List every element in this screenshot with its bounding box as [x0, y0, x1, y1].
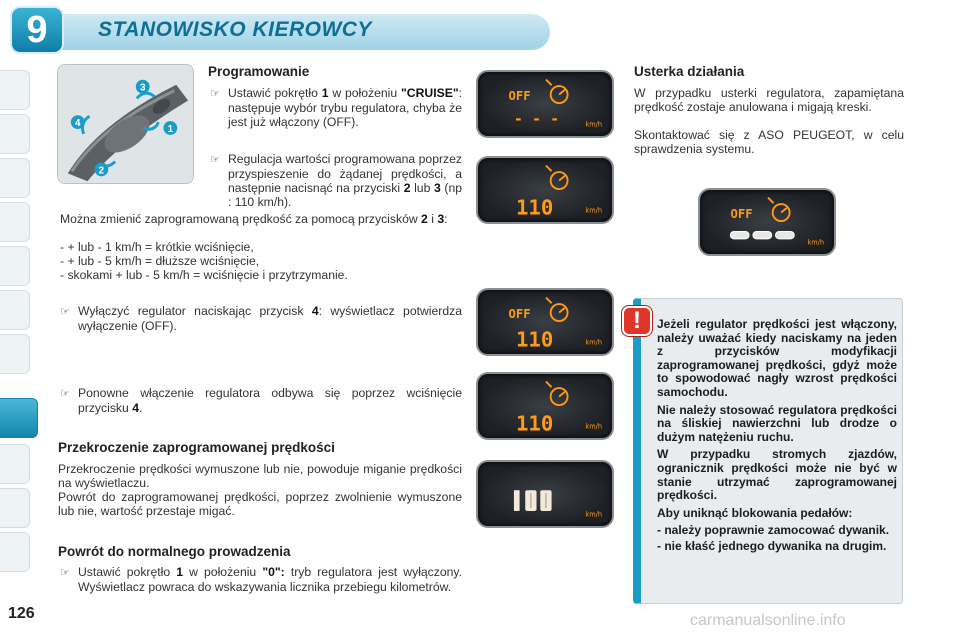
chapter-tab[interactable] [0, 158, 30, 198]
display-fault [698, 188, 836, 256]
display-speed: 110 [515, 411, 554, 436]
warning-list-item: - należy poprawnie zamocować dywanik. [657, 523, 890, 538]
hand-pointer-icon: ☞ [60, 387, 70, 400]
display-unit: km/h [585, 422, 603, 431]
warning-paragraph: Jeżeli regulator prędkości jest włączony, należy uważać kiedy naciskamy na jeden z przycisków modyfikacji zaprogramowanej prędkości, gdyż może to spowodować nagły wzrost prędkości samochodu. [657, 317, 897, 399]
cruise-control-icon [546, 382, 568, 406]
cruise-control-icon [768, 198, 790, 222]
cruise-stalk-photo [57, 64, 194, 184]
display-unit: km/h [807, 238, 825, 247]
chapter-tab[interactable] [0, 290, 30, 330]
section-title-programming: Programowanie [208, 64, 310, 79]
bullet-switch-on: ☞ Ponowne włączenie regulatora odbywa się poprzez wciśnięcie przycisku 4. [60, 386, 462, 415]
chapter-tab[interactable] [0, 70, 30, 110]
bullet-set-cruise: ☞ Ustawić pokrętło 1 w położeniu "CRUISE": następuje wybór trybu regulatora, chyba że jest już włączony (OFF). [210, 86, 463, 129]
hand-pointer-icon: ☞ [210, 153, 220, 166]
display-unit: km/h [585, 510, 603, 519]
warning-text [657, 318, 897, 556]
chapter-tab[interactable] [0, 532, 30, 572]
list-item: - + lub - 5 km/h = dłuższe wciśnięcie, [60, 254, 260, 268]
warning-paragraph: Nie należy stosować regulatora prędkości na śliskiej nawierzchni lub drodze o dużym natężeniu ruchu. [657, 402, 897, 444]
bullet-normal-driving: ☞ Ustawić pokrętło 1 w położeniu "0": tryb regulatora jest wyłączony. Wyświetlacz powraca do wskazywania licznika przebiegu kilometrów. [60, 565, 462, 594]
exceed-text-1: Przekroczenie prędkości wymuszone lub nie, powoduje miganie prędkości na wyświetlaczu. [58, 462, 462, 490]
display-unit: km/h [585, 206, 603, 215]
display-dashes: - - - [513, 109, 560, 128]
photo-label-3: 3 [139, 82, 146, 94]
photo-label-4: 4 [74, 118, 81, 130]
chapter-tab[interactable] [0, 114, 30, 154]
list-item: - + lub - 1 km/h = krótkie wciśnięcie, [60, 240, 254, 254]
change-speed-text: Można zmienić zaprogramowaną prędkość za pomocą przycisków 2 i 3: [60, 212, 448, 226]
display-110 [476, 156, 614, 224]
list-item: - skokami + lub - 5 km/h = wciśnięcie i przytrzymanie. [60, 268, 348, 282]
display-odometer [476, 460, 614, 528]
cruise-stalk-illustration [58, 65, 193, 183]
display-off-dashes [476, 70, 614, 138]
chapter-tab[interactable] [0, 334, 30, 374]
photo-label-2: 2 [98, 165, 105, 177]
display-unit: km/h [585, 120, 603, 129]
chapter-tab[interactable] [0, 246, 30, 286]
odometer-digits [478, 462, 612, 526]
chapter-tab[interactable] [0, 202, 30, 242]
display-off-label: OFF [730, 207, 753, 222]
display-110-reactivated [476, 372, 614, 440]
section-title-exceed: Przekroczenie zaprogramowanej prędkości [58, 440, 335, 455]
section-title-normal: Powrót do normalnego prowadzenia [58, 544, 291, 559]
fault-text-2: Skontaktować się z ASO PEUGEOT, w celu sprawdzenia systemu. [634, 128, 904, 156]
fault-text-1: W przypadku usterki regulatora, zapamiętana prędkość zostaje anulowana i migają kreski. [634, 86, 904, 114]
cruise-control-icon [546, 298, 568, 322]
bullet-switch-off: ☞ Wyłączyć regulator naciskając przycisk 4: wyświetlacz potwierdza wyłączenie (OFF). [60, 304, 462, 333]
warning-icon: ! [622, 306, 652, 336]
cruise-control-icon [546, 80, 568, 104]
warning-paragraph: Aby uniknąć blokowania pedałów: [657, 505, 853, 520]
display-off-label: OFF [508, 307, 531, 322]
display-unit: km/h [585, 338, 603, 347]
page-number: 126 [8, 605, 35, 622]
chapter-number: 9 [10, 6, 64, 54]
warning-paragraph: W przypadku stromych zjazdów, ogranicznik prędkości może nie być w stanie utrzymać zaprogramowanej prędkości. [657, 447, 897, 503]
hand-pointer-icon: ☞ [210, 87, 220, 100]
display-speed: 110 [515, 327, 554, 352]
chapter-tab[interactable] [0, 488, 30, 528]
watermark: carmanualsonline.info [690, 612, 846, 629]
blinking-dashes [730, 231, 794, 239]
exceed-text-2: Powrót do zaprogramowanej prędkości, poprzez zwolnienie wymuszone lub nie, wartość przestaje migać. [58, 490, 462, 518]
section-title-fault: Usterka działania [634, 64, 745, 79]
chapter-tab[interactable] [0, 444, 30, 484]
cruise-control-icon [546, 166, 568, 190]
display-off-label: OFF [508, 89, 531, 104]
hand-pointer-icon: ☞ [60, 566, 70, 579]
page-title: STANOWISKO KIEROWCY [98, 18, 372, 41]
chapter-tab-active[interactable] [0, 398, 38, 438]
bullet-set-speed: ☞ Regulacja wartości programowana poprzez przyspieszenie do żądanej prędkości, a następnie nacisnąć na przyciski 2 lub 3 (np : 110 km/h). [210, 152, 462, 209]
warning-list-item: - nie kłaść jednego dywanika na drugim. [657, 538, 887, 553]
display-off-110 [476, 288, 614, 356]
display-speed: 110 [515, 195, 554, 220]
change-speed-list [60, 240, 462, 282]
photo-label-1: 1 [167, 123, 174, 135]
hand-pointer-icon: ☞ [60, 305, 70, 318]
